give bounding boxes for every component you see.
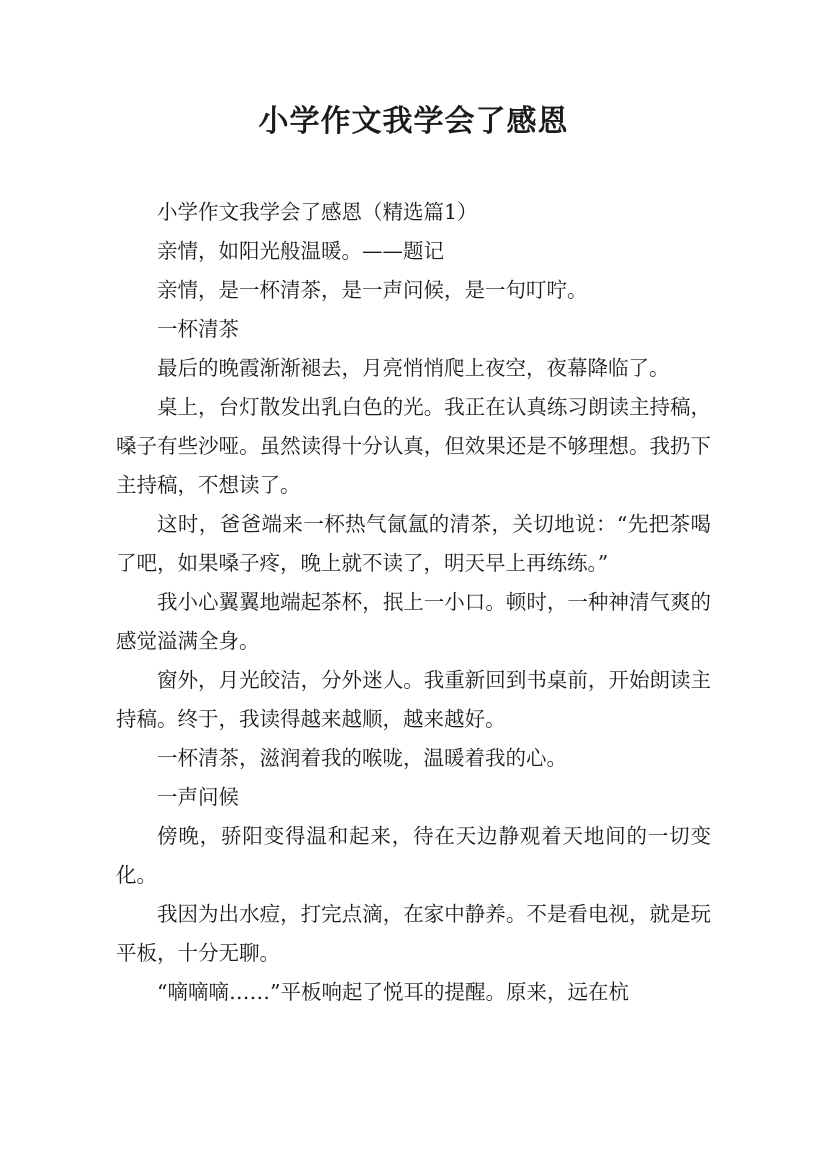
paragraph: 亲情，如阳光般温暖。——题记	[157, 239, 444, 263]
document-body	[116, 193, 711, 1012]
paragraph: 傍晚，骄阳变得温和起来，待在天边静观着天地间的一切变化。	[116, 824, 711, 887]
paragraph: 桌上，台灯散发出乳白色的光。我正在认真练习朗读主持稿，嗓子有些沙哑。虽然读得十分认真，但效果还是不够理想。我扔下主持稿，不想读了。	[116, 395, 711, 497]
paragraph: 我因为出水痘，打完点滴，在家中静养。不是看电视，就是玩平板，十分无聊。	[116, 902, 711, 965]
document-title: 小学作文我学会了感恩	[258, 104, 569, 139]
paragraph: “嘀嘀嘀……”平板响起了悦耳的提醒。原来，远在杭	[157, 980, 629, 1004]
paragraph: 我小心翼翼地端起茶杯，抿上一小口。顿时，一种神清气爽的感觉溢满全身。	[116, 590, 711, 653]
paragraph: 亲情，是一杯清茶，是一声问候，是一句叮咛。	[157, 278, 588, 302]
paragraph: 这时，爸爸端来一杯热气氤氲的清茶，关切地说：“先把茶喝了吧，如果嗓子疼，晚上就不读了，明天早上再练练。”	[116, 512, 711, 575]
paragraph: 一杯清茶，滋润着我的喉咙，温暖着我的心。	[157, 746, 567, 770]
paragraph: 窗外，月光皎洁，分外迷人。我重新回到书桌前，开始朗读主持稿。终于，我读得越来越顺，越来越好。	[116, 668, 711, 731]
paragraph: 最后的晚霞渐渐褪去，月亮悄悄爬上夜空，夜幕降临了。	[157, 356, 670, 380]
section-heading: 一声问候	[157, 785, 239, 809]
paragraph: 小学作文我学会了感恩（精选篇1）	[157, 200, 478, 224]
section-heading: 一杯清茶	[157, 317, 239, 341]
